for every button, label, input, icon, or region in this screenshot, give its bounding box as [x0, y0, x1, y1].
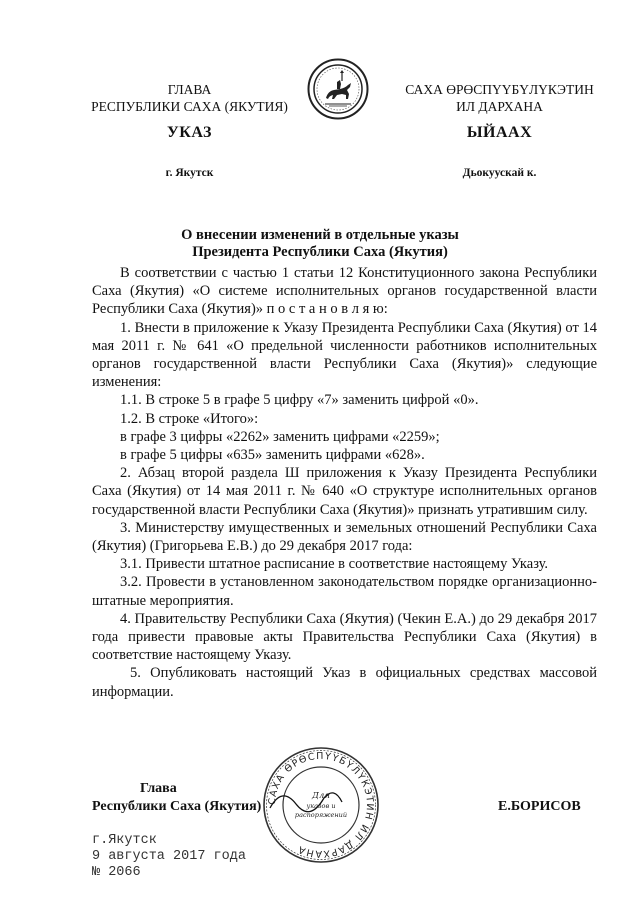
paragraph-4: 4. Правительству Республики Саха (Якутия) (Чекин Е.А.) до 29 декабря 2017 года привести правовые акты Правительства Республики Саха (Якутия) в соответствие настоящему Указу. [92, 610, 597, 664]
paragraph-2: 2. Абзац второй раздела Ш приложения к Указу Президента Республики Саха (Якутия) от 14 мая 2011 г. № 640 «О структуре исполнительных органов государственной власти Республики Саха (Якутия)» признать утратившим силу. [92, 465, 597, 518]
paragraph-3: 3. Министерству имущественных и земельных отношений Республики Саха (Якутия) (Григорьева Е.В.) до 29 декабря 2017 года: [92, 519, 597, 555]
preamble: В соответствии с частью 1 статьи 12 Конституционного закона Республики Саха (Якутия) «О системе исполнительных органов государственной власти Республики Саха (Якутия)» п о с т а н о в л я ю: [92, 265, 597, 318]
paragraph-1-2-b: в графе 5 цифры «635» заменить цифрами «628». [120, 447, 425, 464]
signatory-name: Е.БОРИСОВ [498, 799, 581, 814]
issuer-left [82, 81, 297, 115]
seal-ring-text: САХА ӨРӨСПҮҮБҮЛҮКЭТИН ИЛ ДАРХАНА [266, 750, 376, 860]
issuer-right-line1: САХА ӨРӨСПҮҮБҮЛҮКЭТИН [405, 82, 594, 97]
paragraph-3-1: 3.1. Привести штатное расписание в соответствие настоящему Указу. [120, 556, 549, 573]
signatory-title-line1: Глава [140, 781, 177, 796]
city-sah: Дьокуускай к. [462, 167, 537, 179]
footer-number: № 2066 [92, 865, 141, 880]
coat-of-arms-emblem [307, 58, 369, 120]
paragraph-1: 1. Внести в приложение к Указу Президента Республики Саха (Якутия) от 14 мая 2011 г. № 641 «О предельной численности работников исполнительных органов государственной власти Республики Саха (Якутия)» следующие изменения: [92, 319, 597, 391]
official-seal-stamp [262, 746, 380, 864]
city-ru: г. Якутск [165, 167, 214, 179]
footer-city: г.Якутск [92, 833, 157, 848]
issuer-right-line2: ИЛ ДАРХАНА [456, 99, 543, 114]
paragraph-5: 5. Опубликовать настоящий Указ в официальных средствах массовой информации. [92, 665, 597, 700]
issuer-left-line1: ГЛАВА [167, 82, 212, 97]
paragraph-1-1: 1.1. В строке 5 в графе 5 цифру «7» заменить цифрой «0». [120, 392, 479, 409]
heading-line2: Президента Республики Саха (Якутия) [192, 244, 448, 260]
footer-date: 9 августа 2017 года [92, 849, 246, 864]
paragraph-3-2: 3.2. Провести в установленном законодательством порядке организационно-штатные мероприятия. [92, 574, 597, 609]
seal-center-line1: Для [312, 791, 330, 801]
issuer-left-line2: РЕСПУБЛИКИ САХА (ЯКУТИЯ) [91, 99, 288, 114]
paragraph-1-2: 1.2. В строке «Итого»: [120, 410, 259, 427]
issuer-right [392, 81, 607, 115]
document-heading [0, 227, 640, 261]
paragraph-1-2-a: в графе 3 цифры «2262» заменить цифрами «2259»; [120, 428, 440, 445]
document-body [92, 264, 597, 701]
document-type-ru: УКАЗ [167, 124, 212, 141]
seal-center-line2: указов и [306, 802, 336, 810]
document-type-sah: ЫЙААХ [466, 124, 533, 141]
heading-line1: О внесении изменений в отдельные указы [181, 227, 459, 243]
signatory-title-line2: Республики Саха (Якутия) [92, 799, 262, 814]
seal-center-line3: распоряжений [294, 811, 348, 819]
